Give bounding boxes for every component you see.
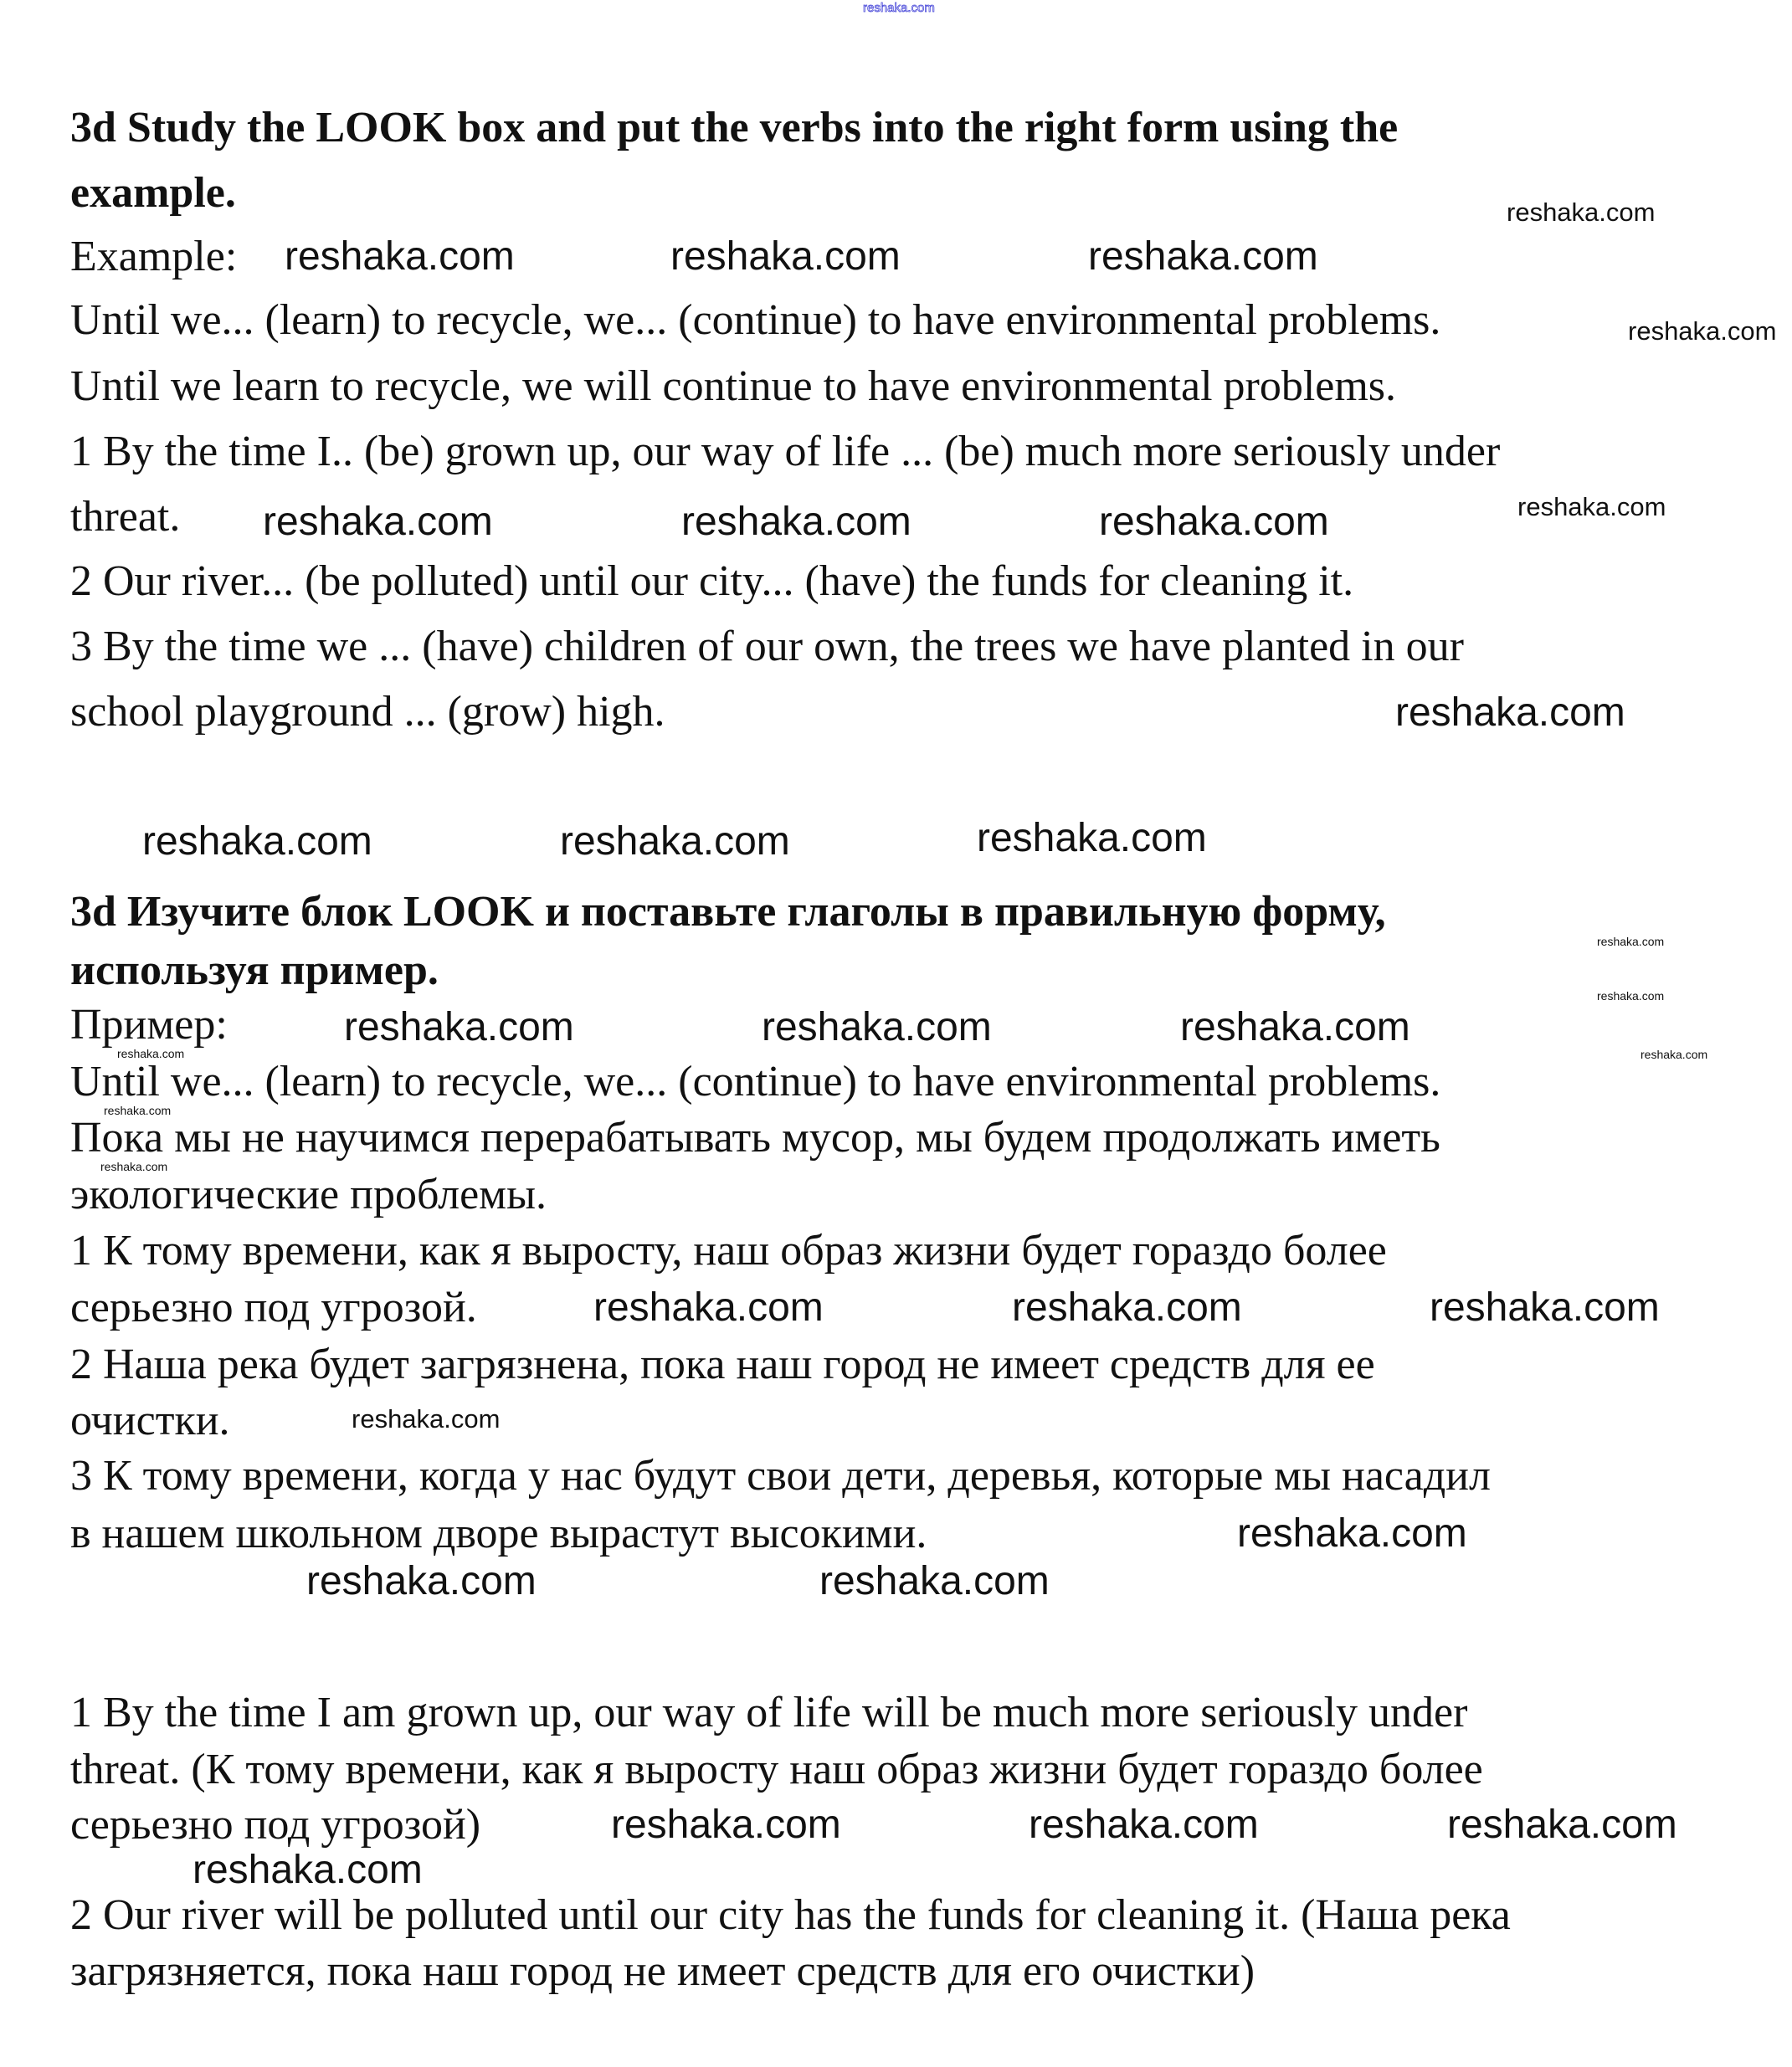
watermark: reshaka.com <box>1628 316 1777 346</box>
exercise-title: 3d Study the LOOK box and put the verbs into the right form using the <box>70 104 1399 151</box>
example-translation: Пока мы не научимся перерабатывать мусор, мы будем продолжать иметь <box>70 1114 1440 1162</box>
watermark: reshaka.com <box>193 1848 423 1892</box>
watermark: reshaka.com <box>285 234 515 279</box>
task-item-3-ru: 3 К тому времени, когда у нас будут свои дети, деревья, которые мы насадил <box>70 1452 1491 1500</box>
answer-1: 1 By the time I am grown up, our way of life will be much more seriously under <box>70 1689 1468 1736</box>
watermark: reshaka.com <box>117 1047 185 1060</box>
watermark: reshaka.com <box>1517 492 1666 521</box>
watermark: reshaka.com <box>819 1559 1050 1603</box>
header-watermark: reshaka.com <box>863 1 935 15</box>
watermark: reshaka.com <box>344 1005 574 1049</box>
task-item-3: 3 By the time we ... (have) children of our own, the trees we have planted in our <box>70 623 1464 670</box>
task-item-1-ru-cont: серьезно под угрозой. <box>70 1284 477 1331</box>
example-task: Until we... (learn) to recycle, we... (continue) to have environmental problems. <box>70 296 1441 344</box>
watermark: reshaka.com <box>104 1104 172 1117</box>
task-item-1-cont: threat. <box>70 493 181 541</box>
watermark: reshaka.com <box>1099 500 1329 544</box>
task-item-3-ru-cont: в нашем школьном дворе вырастут высокими. <box>70 1510 927 1557</box>
watermark: reshaka.com <box>593 1285 824 1330</box>
task-item-2-ru-cont: очистки. <box>70 1397 230 1444</box>
exercise-title-ru: 3d Изучите блок LOOK и поставьте глаголы в правильную форму, <box>70 888 1386 936</box>
watermark: reshaka.com <box>1597 935 1665 948</box>
watermark: reshaka.com <box>263 500 493 544</box>
watermark: reshaka.com <box>977 816 1207 860</box>
task-item-1: 1 By the time I.. (be) grown up, our way of life ... (be) much more seriously under <box>70 428 1501 475</box>
example-answer: Until we learn to recycle, we will continue to have environmental problems. <box>70 362 1397 410</box>
watermark: reshaka.com <box>762 1005 992 1049</box>
watermark: reshaka.com <box>1447 1803 1677 1847</box>
answer-2-cont: загрязняется, пока наш город не имеет средств для его очистки) <box>70 1947 1255 1995</box>
watermark: reshaka.com <box>611 1803 841 1847</box>
watermark: reshaka.com <box>1088 234 1318 279</box>
watermark: reshaka.com <box>560 819 790 864</box>
task-item-1-ru: 1 К тому времени, как я выросту, наш образ жизни будет гораздо более <box>70 1227 1387 1275</box>
watermark: reshaka.com <box>1180 1005 1410 1049</box>
watermark: reshaka.com <box>1507 197 1656 227</box>
watermark: reshaka.com <box>1029 1803 1259 1847</box>
exercise-title-ru-cont: используя пример. <box>70 946 439 994</box>
watermark: reshaka.com <box>681 500 911 544</box>
watermark: reshaka.com <box>1395 690 1625 735</box>
example-label-ru: Пример: <box>70 1001 228 1049</box>
example-task-ru: Until we... (learn) to recycle, we... (continue) to have environmental problems. <box>70 1058 1441 1105</box>
watermark: reshaka.com <box>352 1404 501 1434</box>
example-label: Example: <box>70 233 238 280</box>
watermark: reshaka.com <box>306 1559 537 1603</box>
watermark: reshaka.com <box>1641 1048 1708 1061</box>
watermark: reshaka.com <box>1430 1285 1660 1330</box>
watermark: reshaka.com <box>1597 989 1665 1003</box>
answer-1-cont: threat. (К тому времени, как я выросту наш образ жизни будет гораздо более <box>70 1746 1483 1793</box>
exercise-title-cont: example. <box>70 169 236 217</box>
example-translation-cont: экологические проблемы. <box>70 1171 547 1218</box>
task-item-2-ru: 2 Наша река будет загрязнена, пока наш город не имеет средств для ее <box>70 1341 1375 1388</box>
task-item-2: 2 Our river... (be polluted) until our city... (have) the funds for cleaning it. <box>70 557 1354 605</box>
watermark: reshaka.com <box>100 1160 168 1173</box>
watermark: reshaka.com <box>1012 1285 1242 1330</box>
watermark: reshaka.com <box>670 234 901 279</box>
answer-2: 2 Our river will be polluted until our city has the funds for cleaning it. (Наша река <box>70 1891 1511 1939</box>
watermark: reshaka.com <box>1237 1511 1467 1556</box>
answer-1-cont2: серьезно под угрозой) <box>70 1801 481 1849</box>
task-item-3-cont: school playground ... (grow) high. <box>70 688 665 736</box>
watermark: reshaka.com <box>142 819 372 864</box>
